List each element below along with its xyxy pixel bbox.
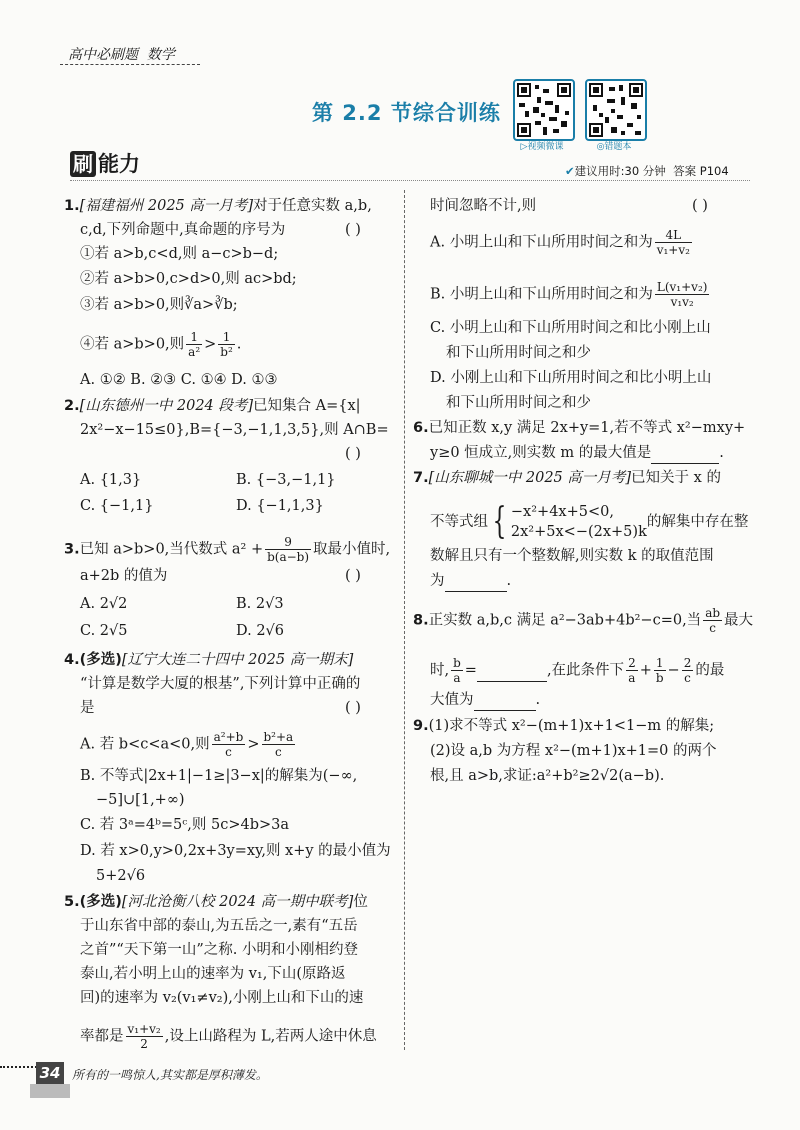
q5-source: [河北沧衡八校 2024 高一期中联考] xyxy=(121,894,354,910)
q5-tag: (多选) xyxy=(79,894,122,910)
q5-line-2: 于山东省中部的泰山,为五岳之一,素有“五岳 xyxy=(80,918,358,934)
video-lesson-label: ▷视频微课 xyxy=(520,142,564,152)
q1-source: [福建福州 2025 高一月考] xyxy=(79,198,254,214)
q7-l2-text: 不等式组 xyxy=(430,514,488,530)
q4-option-b-2: −5]∪[1,+∞) xyxy=(96,792,185,808)
gt-sign: > xyxy=(204,336,217,353)
q8-l2-text-b: ,在此条件下 xyxy=(546,662,625,679)
q3-option-d: D. 2√6 xyxy=(236,623,285,639)
fraction xyxy=(218,330,235,359)
answer-reference: 答案 P104 xyxy=(673,164,729,178)
q4-answer-paren: ( ) xyxy=(345,700,361,716)
q8-line-1 xyxy=(413,606,753,635)
q5-line-1 xyxy=(64,892,368,912)
fraction xyxy=(654,656,666,685)
page-number-shadow xyxy=(30,1084,70,1098)
q3-line-2 xyxy=(80,566,361,586)
q3-number: 3. xyxy=(64,541,80,558)
numerator: a²+b xyxy=(213,730,244,744)
q4-source: [辽宁大连二十四中 2025 高一期末] xyxy=(121,652,354,668)
q1-stem-2: c,d,下列命题中,真命题的序号为 xyxy=(80,222,286,238)
numerator: L(v₁+v₂) xyxy=(656,280,708,294)
numerator: 1 xyxy=(218,330,235,345)
numerator: 2 xyxy=(628,656,636,670)
fraction xyxy=(682,656,694,685)
q6-line-2 xyxy=(430,443,724,464)
q1-stem: 对于任意实数 a,b, xyxy=(253,198,372,214)
q1-answer-paren: ( ) xyxy=(345,222,361,238)
q3-line-1 xyxy=(64,535,390,564)
q1-options: A. ①② B. ②③ C. ①④ D. ①③ xyxy=(80,372,278,388)
fraction xyxy=(126,1022,163,1051)
denominator: c xyxy=(225,745,232,759)
q6-stem-2: y≥0 恒成立,则实数 m 的最大值是 xyxy=(430,445,652,461)
q7-line-2 xyxy=(430,502,748,542)
denominator: v₁+v₂ xyxy=(656,243,690,257)
denominator: v₁v₂ xyxy=(670,295,694,309)
numerator: 2 xyxy=(683,656,692,670)
q9-number: 9. xyxy=(413,718,429,734)
q7-line-3: 数解且只有一个整数解,则实数 k 的取值范围 xyxy=(430,548,714,564)
q4-option-a xyxy=(80,730,297,759)
q8-l2-text-c: 的最 xyxy=(695,662,725,679)
gt-sign: > xyxy=(247,736,260,753)
equals-sign: = xyxy=(464,662,477,679)
q1-statement-2: ②若 a>b>0,c>d>0,则 ac>bd; xyxy=(80,271,297,287)
q7-l2-text-b: 的解集中存在整 xyxy=(646,514,749,530)
denominator: b xyxy=(655,671,664,685)
system-row-2: 2x²+5x<−(2x+5)k xyxy=(510,524,647,540)
page-number: 34 xyxy=(36,1062,64,1084)
q4-stem-b: 是 xyxy=(80,700,95,716)
period: . xyxy=(535,692,541,708)
minus-sign: − xyxy=(667,662,680,679)
q3-option-c: C. 2√5 xyxy=(80,623,128,639)
q5-option-b xyxy=(430,280,711,309)
q4-option-c: C. 若 3ᵃ=4ᵇ=5ᶜ,则 5c>4b>3a xyxy=(80,817,290,833)
check-icon: ✔ xyxy=(565,164,575,178)
q3-stem: 已知 a>b>0,当代数式 a² + xyxy=(79,541,264,558)
numerator: 1 xyxy=(186,330,202,345)
subject: 数学 xyxy=(146,47,175,63)
denominator: c xyxy=(709,621,716,635)
q5-option-b-text: B. 小明上山和下山所用时间之和为 xyxy=(430,286,653,303)
fraction xyxy=(655,280,710,309)
q4-option-b-1: B. 不等式|2x+1|−1≥|3−x|的解集为(−∞, xyxy=(80,768,358,784)
q2-option-c: C. {−1,1} xyxy=(80,498,154,514)
q5-option-a-text: A. 小明上山和下山所用时间之和为 xyxy=(430,234,653,251)
q4-option-d-2: 5+2√6 xyxy=(96,868,146,884)
q5-option-d-1: D. 小刚上山和下山所用时间之和比小明上山 xyxy=(430,370,712,386)
q5-answer-paren: ( ) xyxy=(692,198,708,214)
fraction xyxy=(186,330,202,359)
fraction xyxy=(655,228,692,257)
q8-number: 8. xyxy=(413,612,429,629)
q7-stem: 已知关于 x 的 xyxy=(631,470,721,486)
q5-line-7 xyxy=(430,196,708,216)
numerator: v₁+v₂ xyxy=(127,1022,161,1036)
q2-line-1 xyxy=(64,396,361,416)
q8-l3-text: 大值为 xyxy=(430,692,474,708)
q1-number: 1. xyxy=(64,198,80,214)
period: . xyxy=(719,445,724,461)
q8-stem-b: 最大 xyxy=(724,612,754,629)
q5-option-c-2: 和下山所用时间之和少 xyxy=(446,345,591,361)
q5-l6-text: 率都是 xyxy=(80,1028,124,1045)
q2-line-2: 2x²−x−15≤0},B={−3,−1,1,3,5},则 A∩B= xyxy=(80,422,389,438)
q6-answer-blank[interactable] xyxy=(651,443,719,464)
denominator: a² xyxy=(188,345,201,359)
q8-answer-blank-1[interactable] xyxy=(477,661,547,682)
book-title: 高中必刷题 xyxy=(68,47,138,63)
section-heading xyxy=(70,148,140,178)
suggested-time-row xyxy=(565,163,729,179)
denominator: c xyxy=(274,745,282,759)
fraction xyxy=(703,606,722,635)
q7-line-1 xyxy=(413,468,721,488)
q1-s4-text: ④若 a>b>0,则 xyxy=(80,336,185,353)
q4-line-1 xyxy=(64,650,353,670)
q3-answer-paren: ( ) xyxy=(345,568,361,584)
q3-option-b: B. 2√3 xyxy=(236,596,284,612)
q8-answer-blank-2[interactable] xyxy=(474,690,536,711)
q5-l6-text-b: ,设上山路程为 L,若两人途中休息 xyxy=(164,1028,377,1045)
denominator: a xyxy=(628,671,636,685)
q2-number: 2. xyxy=(64,398,80,414)
q1-line-1 xyxy=(64,196,372,216)
denominator: c xyxy=(684,671,691,685)
q7-l4-text: 为 xyxy=(430,573,445,589)
q5-line-5: 回)的速率为 v₂(v₁≠v₂),小刚上山和下山的速 xyxy=(80,990,364,1006)
fraction xyxy=(262,730,296,759)
qr-pattern-icon xyxy=(515,81,573,139)
inequality-system xyxy=(511,502,647,542)
q2-option-a: A. {1,3} xyxy=(80,472,142,488)
footer-motto: 所有的一鸣惊人,其实都是厚积薄发。 xyxy=(72,1068,268,1082)
q5-l7-text: 时间忽略不计,则 xyxy=(430,198,537,214)
qr-code-wrong-book[interactable] xyxy=(585,79,647,141)
numerator: b²+a xyxy=(263,730,294,744)
q5-line-4: 泰山,若小明上山的速率为 v₁,下山(原路返 xyxy=(80,966,346,982)
q4-number: 4. xyxy=(64,652,80,668)
page-title: 第 2.2 节综合训练 xyxy=(312,101,501,125)
q5-line-6 xyxy=(80,1022,377,1051)
q7-line-4 xyxy=(430,571,511,592)
q4-tag: (多选) xyxy=(79,652,122,668)
q7-answer-blank[interactable] xyxy=(445,571,507,592)
q5-number: 5. xyxy=(64,894,80,910)
qr-pattern-icon xyxy=(587,81,645,139)
q2-answer-paren: ( ) xyxy=(345,446,361,462)
q6-stem: 已知正数 x,y 满足 2x+y=1,若不等式 x²−mxy+ xyxy=(428,420,746,436)
q2-source: [山东德州一中 2024 段考] xyxy=(79,398,254,414)
q4-line-3 xyxy=(80,698,361,718)
q9-line-3: 根,且 a>b,求证:a²+b²≥2√2(a−b). xyxy=(430,768,665,784)
q5-option-d-2: 和下山所用时间之和少 xyxy=(446,395,591,411)
q3-option-a: A. 2√2 xyxy=(80,596,128,612)
qr-code-video[interactable] xyxy=(513,79,575,141)
denominator: 2 xyxy=(140,1037,148,1051)
column-divider xyxy=(404,190,405,1050)
q5-option-a xyxy=(430,228,694,257)
left-brace-icon: { xyxy=(492,501,507,542)
denominator: b² xyxy=(220,345,233,359)
plus-sign: + xyxy=(639,662,652,679)
fraction xyxy=(451,656,463,685)
numerator: 1 xyxy=(654,656,666,671)
q8-line-2 xyxy=(430,656,724,685)
section-label: 能力 xyxy=(98,152,140,176)
q5-line-3: 之首”“天下第一山”之称. 小明和小刚相约登 xyxy=(80,942,358,958)
q8-stem: 正实数 a,b,c 满足 a²−3ab+4b²−c=0,当 xyxy=(428,612,702,629)
q2-option-d: D. {−1,1,3} xyxy=(236,498,324,514)
q3-stem-c: a+2b 的值为 xyxy=(80,568,168,584)
q6-line-1 xyxy=(413,418,745,438)
fraction xyxy=(265,535,311,564)
q6-number: 6. xyxy=(413,420,429,436)
running-header xyxy=(68,44,175,64)
q3-stem-b: 取最小值时, xyxy=(313,541,391,558)
denominator: a xyxy=(453,671,461,685)
q1-statement-3: ③若 a>b>0,则∛a>∛b; xyxy=(80,297,238,313)
q4-line-2: “计算是数学大厦的根基”,下列计算中正确的 xyxy=(80,676,361,692)
q1-statement-4 xyxy=(80,330,241,359)
q7-source: [山东聊城一中 2025 高一月考] xyxy=(428,470,632,486)
numerator: 4L xyxy=(655,228,692,243)
period: . xyxy=(506,573,512,589)
q4-option-a-text: A. 若 b<c<a<0,则 xyxy=(80,736,210,753)
q8-line-3 xyxy=(430,690,540,711)
q9-line-2: (2)设 a,b 为方程 x²−(m+1)x+1=0 的两个 xyxy=(430,743,717,759)
denominator: b(a−b) xyxy=(267,550,310,564)
q2-option-b: B. {−3,−1,1} xyxy=(236,472,336,488)
period: . xyxy=(236,336,242,353)
suggested-time: 建议用时:30 分钟 xyxy=(574,164,666,178)
fraction xyxy=(626,656,638,685)
q1-line-2 xyxy=(80,220,361,240)
wrong-question-book-label: ◎错题本 xyxy=(596,142,632,152)
q9-line-1 xyxy=(413,716,714,736)
q5-stem-start: 位 xyxy=(353,894,368,910)
fraction xyxy=(212,730,246,759)
numerator: 9 xyxy=(265,535,311,550)
q9-part-1: (1)求不等式 x²−(m+1)x+1<1−m 的解集; xyxy=(428,718,715,734)
numerator: ab xyxy=(705,606,721,620)
q1-statement-1: ①若 a>b,c<d,则 a−c>b−d; xyxy=(80,246,279,262)
q7-number: 7. xyxy=(413,470,429,486)
q5-option-c-1: C. 小明上山和下山所用时间之和比小刚上山 xyxy=(430,320,711,336)
numerator: b xyxy=(453,656,461,670)
system-row-1: −x²+4x+5<0, xyxy=(510,504,614,520)
q8-l2-text: 时, xyxy=(430,662,450,679)
q2-stem: 已知集合 A={x| xyxy=(253,398,361,414)
q4-option-d-1: D. 若 x>0,y>0,2x+3y=xy,则 x+y 的最小值为 xyxy=(80,843,391,859)
section-rule xyxy=(70,180,750,181)
section-badge: 刷 xyxy=(70,151,96,177)
header-rule xyxy=(60,64,200,65)
